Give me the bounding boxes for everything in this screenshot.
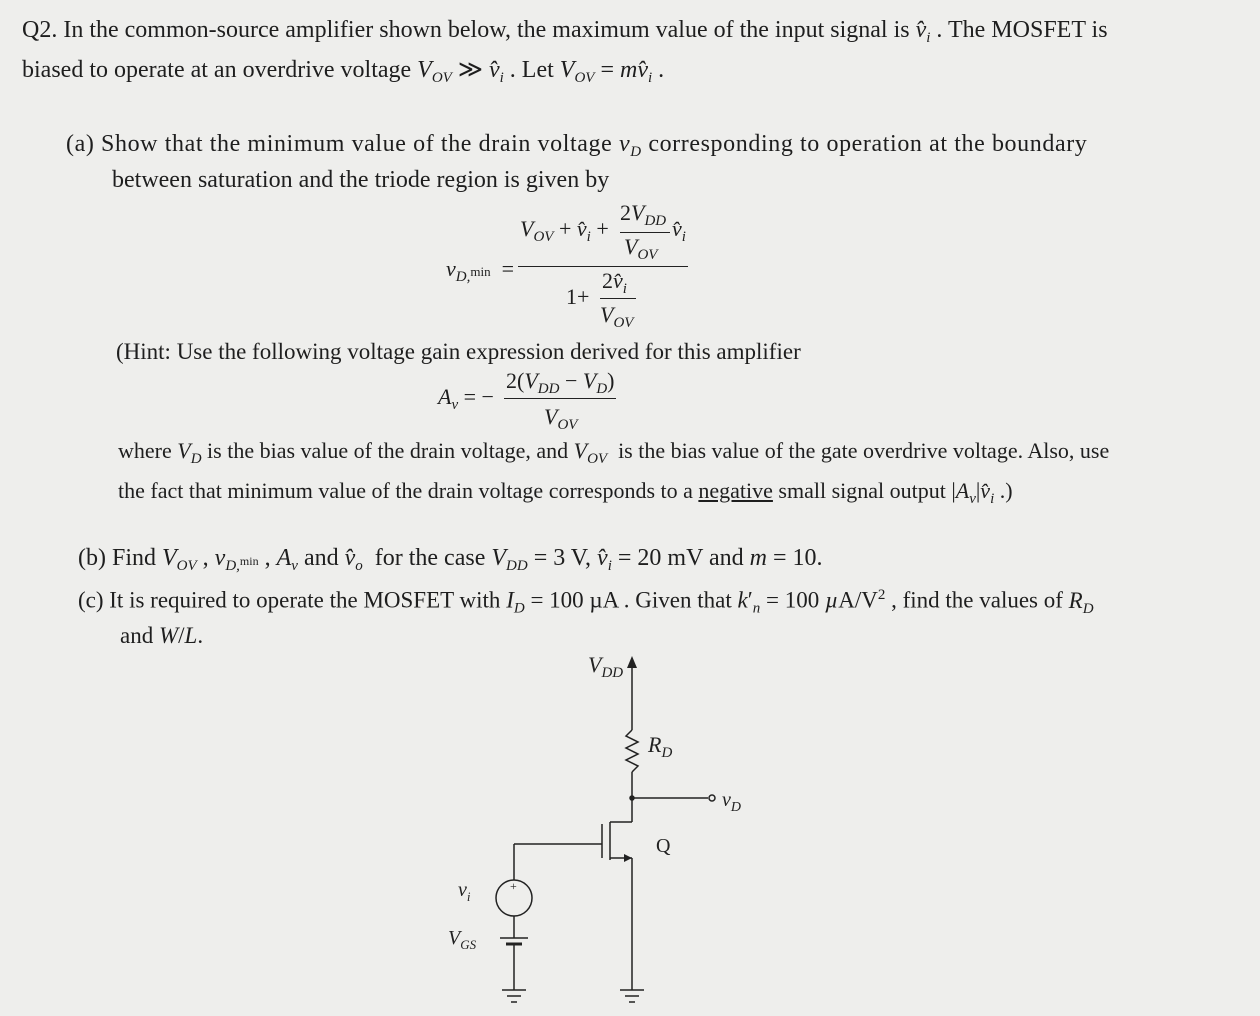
formula-den-frac-num: $2v̂_i$ [602, 268, 627, 297]
svg-text:VGS: $V_{GS}$ [448, 927, 477, 952]
question-line-1: Q2. In the common-source amplifier shown below, the maximum value of the input signal is $v̂_i$ . The MOSFET is [22, 17, 1108, 46]
gain-lhs: $A_v$ = − [438, 384, 494, 413]
formula-den-frac-den: $V_{OV}$ [600, 302, 634, 331]
svg-text:vi: $v_i$ [458, 879, 471, 904]
part-c-line-1: (c) It is required to operate the MOSFET with $I_D = 100$ µA . Given that $k'_n = 100$ $\mu A/V^2$ , find the values of $R_D$ [78, 587, 1094, 617]
hint-line: (Hint: Use the following voltage gain expression derived for this amplifier [116, 339, 801, 364]
formula-vi-term: $v̂_i$ [672, 216, 686, 245]
svg-text:Q: Q [656, 835, 671, 857]
gain-numerator: $2(V_{DD} - V_D)$ [506, 368, 615, 397]
formula-inner-frac-den: $V_{OV}$ [624, 234, 658, 263]
part-a-line-1: (a) Show that the minimum value of the drain voltage $v_D$ corresponding to operation at the boundary [66, 131, 1088, 160]
gain-denominator: $V_{OV}$ [544, 404, 578, 433]
svg-text:+: + [510, 879, 517, 893]
part-c-line-2: and W/L. [120, 623, 204, 648]
svg-text:vD: $v_D$ [722, 789, 742, 815]
formula-inner-frac-num: $2V_{DD}$ [620, 200, 667, 229]
formula-denominator: 1+ [566, 284, 590, 309]
where-line-1: where $V_D$ is the bias value of the drain voltage, and $V_{OV}$ is the bias value of the gate overdrive voltage. Also, use [118, 438, 1110, 467]
where-line-2: the fact that minimum value of the drain voltage corresponds to a negative small signal output $|A_v|v̂_i$ .) [118, 478, 1013, 507]
part-b: (b) Find $V_{OV}$ , $v_{D,}\min$ , $A_v$ and $v̂_o$ for the case $V_{DD} = 3$ V, $v̂_i = 20$ mV and m = 10. [78, 545, 823, 574]
part-a-line-2: between saturation and the triode region is given by [112, 167, 610, 193]
question-line-2: biased to operate at an overdrive voltage $V_{OV}$ ≫ $v̂_i$ . Let $V_{OV}$ = $mv̂_i$ . [22, 57, 665, 86]
svg-text:VDD: $V_{DD}$ [588, 652, 624, 681]
formula-numerator: $V_{OV}$ + $v̂_i$ + [520, 216, 609, 245]
formula-lhs: $v_{D,}\min$ = [446, 256, 515, 285]
svg-text:RD: $R_D$ [648, 732, 673, 761]
